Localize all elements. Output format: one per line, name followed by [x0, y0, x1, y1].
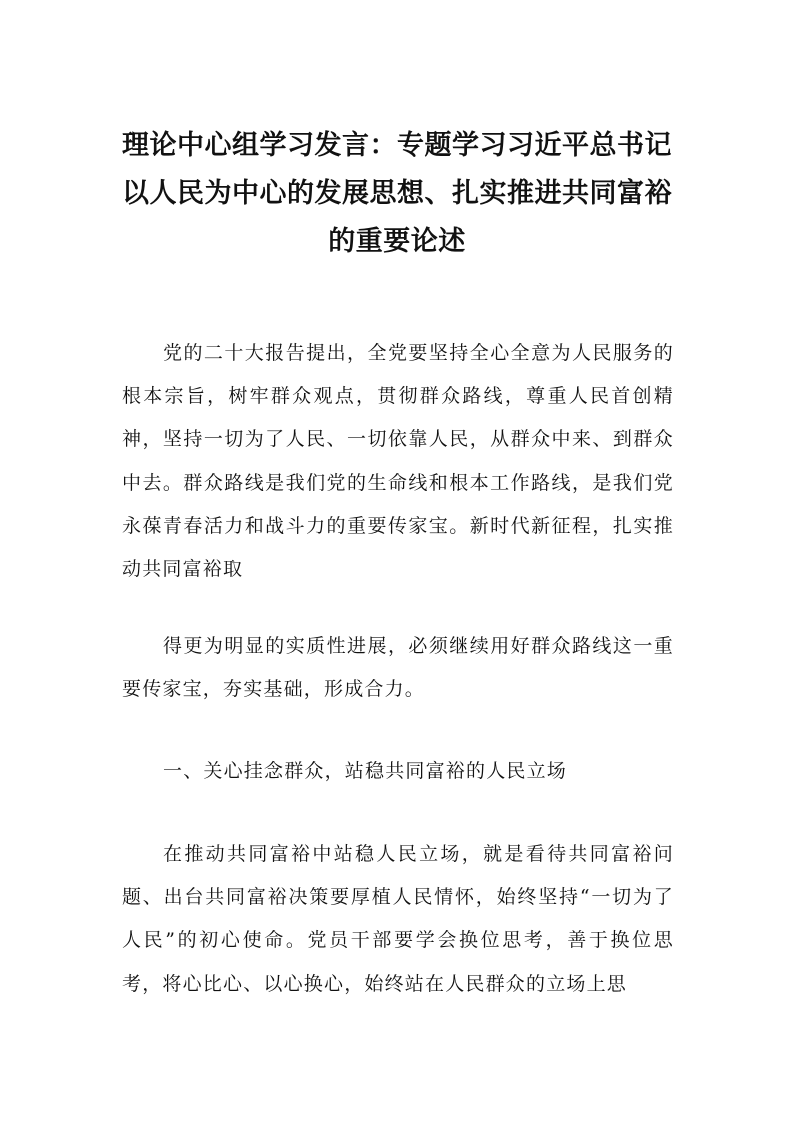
paragraph-intro: 党的二十大报告提出，全党要坚持全心全意为人民服务的根本宗旨，树牢群众观点，贯彻群众路线，尊重人民首创精神，坚持一切为了人民、一切依靠人民，从群众中来、到群众中去。群众路线是我们党的生命线和根本工作路线，是我们党永葆青春活力和战斗力的重要传家宝。新时代新征程，扎实推动共同富裕取 [122, 342, 674, 581]
paragraph-continuation: 得更为明显的实质性进展，必须继续用好群众路线这一重要传家宝，夯实基础，形成合力。 [122, 635, 674, 701]
document-title: 理论中心组学习发言：专题学习习近平总书记以人民为中心的发展思想、扎实推进共同富裕的重要论述 [122, 130, 672, 257]
paragraph-section-1-body: 在推动共同富裕中站稳人民立场，就是看待共同富裕问题、出台共同富裕决策要厚植人民情怀，始终坚持“一切为了人民”的初心使命。党员干部要学会换位思考，善于换位思考，将心比心、以心换心，始终站在人民群众的立场上思 [122, 843, 674, 995]
section-heading-1: 一、关心挂念群众，站稳共同富裕的人民立场 [163, 760, 568, 782]
